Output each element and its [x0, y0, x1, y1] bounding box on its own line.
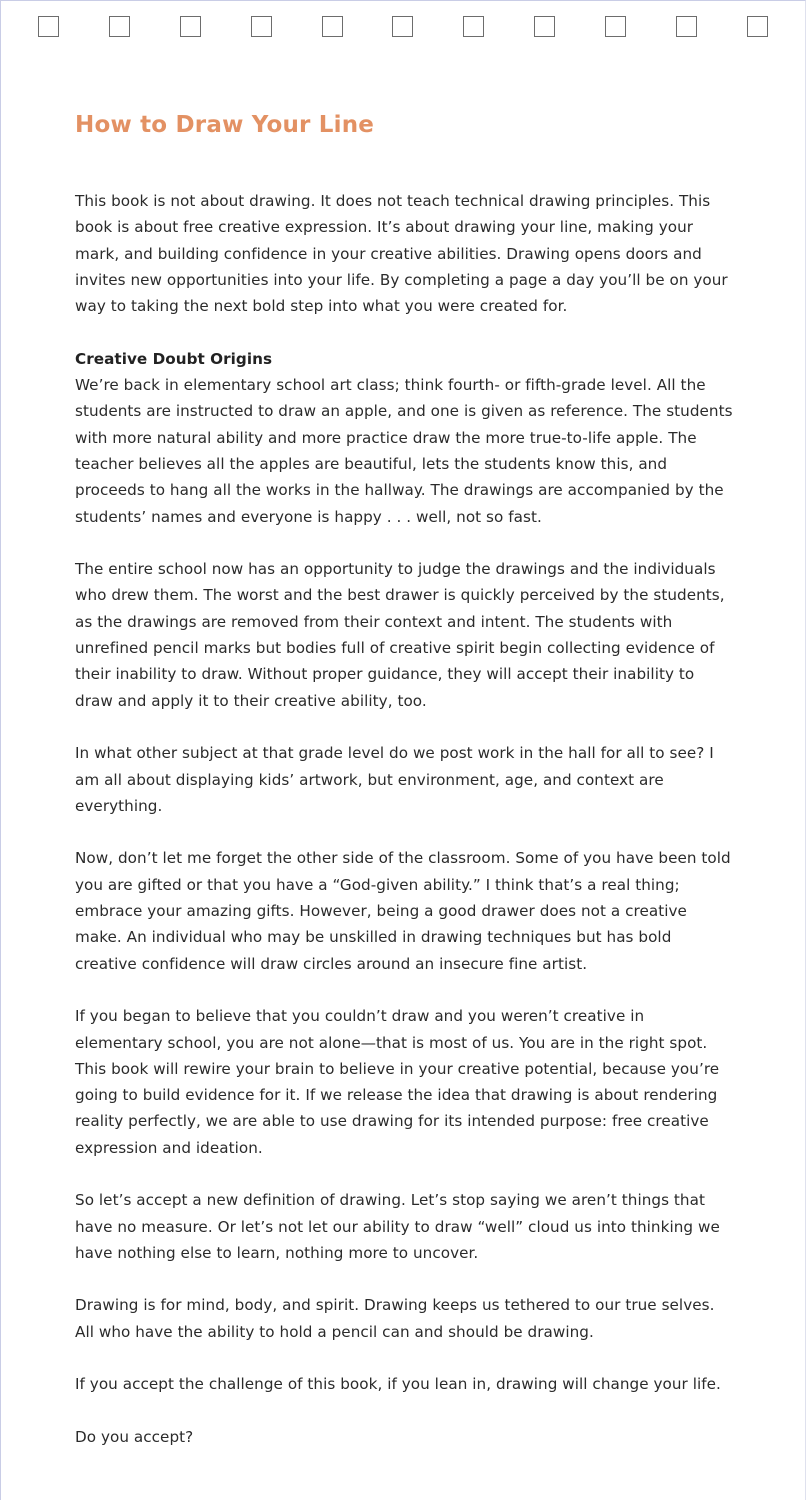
section-heading: Creative Doubt Origins [75, 349, 273, 368]
paragraph: If you accept the challenge of this book, if you lean in, drawing will change your life. [75, 1375, 721, 1394]
day-checkbox[interactable] [676, 16, 697, 37]
paragraph: In what other subject at that grade level do we post work in the hall for all to see? I am all about displaying kids’ artwork, but environment, age, and context are everything. [75, 744, 714, 815]
day-checkbox[interactable] [251, 16, 272, 37]
day-checkbox[interactable] [463, 16, 484, 37]
paragraph: We’re back in elementary school art class; think fourth- or fifth-grade level. All the students are instructed to draw an apple, and one is given as reference. The students with more natural ability and more practice draw the more true-to-life apple. The teacher believes all the apples are beautiful, lets the students know this, and proceeds to hang all the works in the hallway. The drawings are accompanied by the students’ names and everyone is happy . . . well, not so fast. [75, 376, 733, 526]
day-checkbox[interactable] [392, 16, 413, 37]
day-checkbox[interactable] [747, 16, 768, 37]
paragraph: The entire school now has an opportunity to judge the drawings and the individuals who drew them. The worst and the best drawer is quickly perceived by the students, as the drawings are removed from their context and intent. The students with unrefined pencil marks but bodies full of creative spirit begin collecting evidence of their inability to draw. Without proper guidance, they will accept their inability to draw and apply it to their creative ability, too. [75, 560, 725, 710]
closing-question: Do you accept? [75, 1427, 194, 1446]
day-checkbox[interactable] [534, 16, 555, 37]
day-checkbox[interactable] [109, 16, 130, 37]
page-title: How to Draw Your Line [75, 112, 375, 138]
intro-paragraph: This book is not about drawing. It does not teach technical drawing principles. This book is about free creative expression. It’s about drawing your line, making your mark, and building confidence in your creative abilities. Drawing opens doors and invites new opportunities into your life. By completing a page a day you’ll be on your way to taking the next bold step into what you were created for. [75, 192, 728, 316]
day-checkbox[interactable] [605, 16, 626, 37]
paragraph: Now, don’t let me forget the other side of the classroom. Some of you have been told you are gifted or that you have a “God-given ability.” I think that’s a real thing; embrace your amazing gifts. However, being a good drawer does not a creative make. An individual who may be unskilled in drawing techniques but has bold creative confidence will draw circles around an insecure fine artist. [75, 849, 731, 973]
body-text [75, 188, 735, 1450]
day-checkbox[interactable] [180, 16, 201, 37]
checkbox-tracker-row [38, 16, 768, 37]
day-checkbox[interactable] [322, 16, 343, 37]
day-checkbox[interactable] [38, 16, 59, 37]
paragraph: Drawing is for mind, body, and spirit. Drawing keeps us tethered to our true selves. All who have the ability to hold a pencil can and should be drawing. [75, 1296, 715, 1341]
paragraph: So let’s accept a new definition of drawing. Let’s stop saying we aren’t things that have no measure. Or let’s not let our ability to draw “well” cloud us into thinking we have nothing else to learn, nothing more to uncover. [75, 1191, 720, 1262]
paragraph: If you began to believe that you couldn’t draw and you weren’t creative in elementary school, you are not alone—that is most of us. You are in the right spot. This book will rewire your brain to believe in your creative potential, because you’re going to build evidence for it. If we release the idea that drawing is about rendering reality perfectly, we are able to use drawing for its intended purpose: free creative expression and ideation. [75, 1007, 720, 1157]
